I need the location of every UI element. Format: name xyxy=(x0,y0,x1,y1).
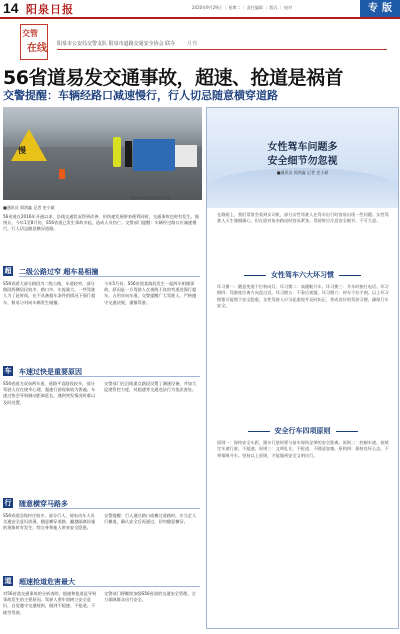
page-number: 14 xyxy=(3,0,19,16)
photo-credit: ■通讯员 郭鸿鑫 记者 史小斌 xyxy=(3,205,55,210)
feature-section-2-title: 安全行车四项原则 xyxy=(207,426,398,436)
section-marker-3: 行 xyxy=(4,499,12,507)
section-2-text-a: S56省道为双向两车道，道路平直路段较多，部分驾驶人存在侥幸心理，超速行驶现象较为普遍。车速过快会导致制动距离延长，遇到突发情况时难以及时处置。 xyxy=(3,381,96,405)
section-4-text-a: 对56省道交通事故的分析表明，超速和抢道是导致事故发生的主要原因。驾驶人要牢固树立安全意识，自觉遵守交通规则，做到不超速、不抢道、不疲劳驾驶。 xyxy=(3,591,97,615)
subheadline: 交警提醒：车辆经路口减速慢行，行人切忌随意横穿道路 xyxy=(3,89,278,102)
police-officer-figure xyxy=(113,137,121,167)
news-photo xyxy=(3,107,202,200)
truck-figure xyxy=(133,139,175,171)
section-title-4: 超速抢道危害最大 xyxy=(19,578,75,586)
feature-box xyxy=(206,107,399,629)
section-marker-1: 超 xyxy=(4,267,12,275)
column-note: 阳泉市公安局交警支队 阳泉市道路交通安全协会 联办 xyxy=(57,41,176,47)
section-1-text-b: 今年5月份，S56省道某路段发生一起两车相撞事故，原因是一方驾驶人在视线不良的弯道处强行超车，占用对向车道。交警提醒广大驾驶人，严格遵守交通法规，谨慎驾驶。 xyxy=(104,281,197,305)
column-name-line1: 交管 xyxy=(22,28,38,38)
page-header xyxy=(0,0,400,19)
section-marker-2: 车 xyxy=(4,367,12,375)
driver-figure xyxy=(125,141,132,167)
feature-title-line1: 女性驾车问题多 xyxy=(267,142,338,153)
section-3-text-a: S56省道沿线村庄较多，部分行人、骑电动车人员交通安全意识淡薄，随意横穿道路、翻越隔离设施的现象时有发生，给自身和他人带来安全隐患。 xyxy=(3,513,96,531)
masthead: 阳泉日报 xyxy=(26,3,74,16)
section-heading-3 xyxy=(3,498,200,509)
section-2-text-b: 交警部门在沿线重点路段设置了测速设备，并加大巡逻管控力度，对超速等交通违法行为依法查处。 xyxy=(104,381,197,393)
traffic-cone-icon xyxy=(59,169,65,179)
section-heading-1 xyxy=(3,266,200,277)
section-rule-3 xyxy=(19,508,200,509)
feature-byline: ■通讯员 郭鸿鑫 记者 史小斌 xyxy=(276,170,329,175)
section-rule-1 xyxy=(19,276,200,277)
column-note-row xyxy=(57,40,197,47)
section-marker-4: 道 xyxy=(4,577,12,585)
truck-cab-figure xyxy=(175,145,197,167)
article-intro: 56省道在2016年开通以来，沿线交通状况得到改善，但快速发展带来便利同时，交通事故也时有发生。据统计，今年1至8月份，S56省道已发生事故多起，造成人员伤亡。交警部门提醒：车辆经过路口应减速慢行，行人切忌随意横穿道路。 xyxy=(3,214,200,232)
feature-section-2-text: 原则一：保持安全车距，跟车行驶时要与前车保持足够的安全距离。原则二：控制车速，按规定车速行驶，不超速。原则三：文明礼让，不抢道、不随意加塞。原则四：保持良好心态，不带情绪开车。坚持以上原则，才能做到安全文明出行。 xyxy=(217,440,389,458)
column-divider xyxy=(57,49,387,50)
section-title-1: 二级公路过窄 超车易相撞 xyxy=(19,268,99,276)
column-name-line2: 在线 xyxy=(27,43,47,54)
column-logo xyxy=(20,24,48,60)
headline: 56省道易发交通事故，超速、抢道是祸首 xyxy=(3,67,343,89)
feature-section-1-title: 女性驾车六大坏习惯 xyxy=(207,270,398,280)
section-heading-2 xyxy=(3,366,200,377)
section-title-3: 随意横穿马路多 xyxy=(19,500,68,508)
photo-sign-text: 慢 xyxy=(18,146,26,155)
section-title-2: 车速过快是重要原因 xyxy=(19,368,82,376)
column-period: 月刊 xyxy=(186,41,197,47)
section-char-1: 专 xyxy=(368,3,378,14)
section-heading-4 xyxy=(3,576,200,587)
feature-lead: 在路面上，我们常常会看到女司机，部分女性驾驶人在驾车出行时容易出现一些问题。女性驾驶人天生谨慎细心，但在面对复杂路况时容易紧张。驾驶时应注意安全细节，不可大意。 xyxy=(217,212,389,224)
issue-meta: 2020年9月29日 ｜ 星期二 ｜ 责任编辑 ｜ 版式 ｜ 校对 xyxy=(192,5,292,10)
section-3-text-b: 交警提醒：行人通过路口或横过道路时，应当走人行横道，确认安全后再通过，切勿随意横穿。 xyxy=(104,513,197,525)
warning-sign-icon xyxy=(11,129,47,161)
section-1-text-a: S56省道大部分路段为二级公路，车道较窄，部分路段两侧居民较多，路口多，车流量大。一些驾驶人为了赶时间，在不具备超车条件的情况下强行超车，极易与对向车辆发生碰撞。 xyxy=(3,281,96,305)
photo-caption: 交警在S56省道对车辆进行检查 xyxy=(129,196,171,200)
feature-title-line2: 安全细节勿忽视 xyxy=(267,156,338,167)
section-badge xyxy=(360,0,400,17)
feature-section-1-text: 坏习惯一：随意变道不打转向灯。坏习惯二：高跟鞋开车。坏习惯三：开车时接打电话。坏习惯四：驾驶座位离方向盘过近。坏习惯五：不看后视镜。坏习惯六：停车不拉手刹。以上坏习惯都可能埋下安全隐患，女性驾驶人应引起重视并及时纠正，养成良好的驾驶习惯，确保行车安全。 xyxy=(217,284,389,308)
section-rule-4 xyxy=(19,586,200,587)
section-rule-2 xyxy=(19,376,200,377)
section-4-text-b: 交警部门将继续加强S56省道的交通安全管理，全力保障群众出行安全。 xyxy=(104,591,196,603)
section-char-2: 版 xyxy=(382,3,392,14)
